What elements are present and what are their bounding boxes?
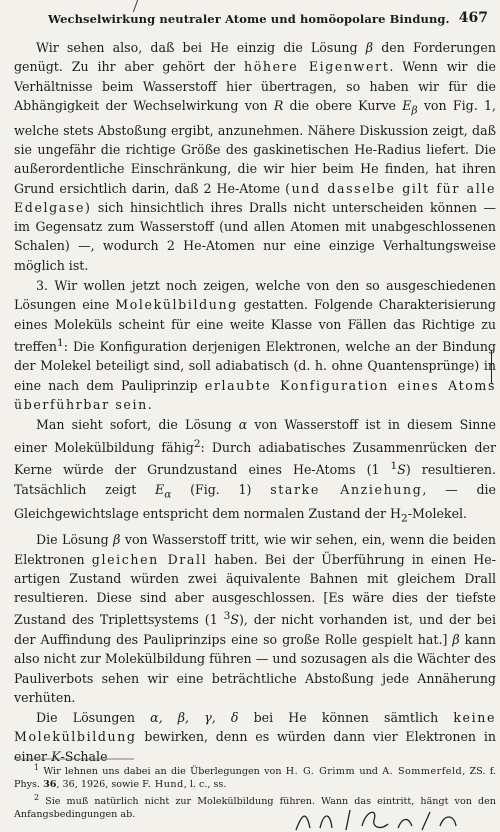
text-run: . [147, 397, 152, 413]
text-run: , 36, 1926, sowie [56, 779, 143, 791]
text-run: von Fig. 1, welche stets Abstoßung ergibt, anzunehmen. Nähere Diskussion zeigt, daß sie ungefähr die richtige Größe des gaskinetischen He-Radius liefert. Die außerordentliche Einschränkung, die wir hier beim He finden, hat ihren Grund ersichtlich darin, daß 2 He-Atome [14, 97, 496, 196]
text-run: 2 [401, 512, 408, 525]
text-run: α, β, γ, δ [150, 710, 239, 726]
margin-pencil-mark [491, 350, 495, 384]
text-run: 1 [57, 336, 64, 349]
text-run: Man sieht sofort, die Lösung [36, 417, 239, 433]
text-run: Wir lehnen uns dabei an die Überlegungen von [39, 766, 286, 778]
text-run: von Wasserstoff ist in diesem Sinne einer Molekülbildung fähig [14, 417, 496, 455]
paragraph-4 [14, 530, 496, 707]
text-run: Wir sehen also, daß bei He einzig die Lösung [36, 40, 366, 55]
text-run: A. Sommerfeld [382, 766, 463, 778]
text-run: E [155, 481, 165, 497]
text-run: den Forderungen genügt. Zu ihr aber gehört der [14, 40, 496, 75]
text-run: gestatten. Folgende Charakterisierung eines Moleküls scheint für eine weite Klasse von Fällen das Richtige zu treffen [14, 297, 496, 355]
text-run: S [230, 612, 239, 628]
text-run: . Wenn wir die Verhältnisse beim Wasserstoff hier übertragen, so haben wir für die Abhängigkeit der Wechselwirkung von [14, 59, 496, 113]
text-run: bei He können sämtlich [238, 710, 454, 726]
handwritten-scribble [290, 806, 490, 832]
text-run: bewirken, denn es würden dann vier Elektronen in einer [14, 729, 496, 764]
text-run: , ZS. f. Phys. [14, 766, 496, 791]
text-run: haben. Bei der Überführung in einen He-artigen Zustand würden zwei äquivalente Bahnen mit gleichem Drall resultieren. Diese sind aber ausgeschlossen. [Es wäre dies der tiefste Zustand des Triplettsystems (1 [14, 551, 496, 628]
text-run: K [51, 748, 61, 764]
text-run: 2 [193, 437, 201, 450]
text-run: die obere Kurve [283, 97, 403, 113]
text-run: 1 [34, 763, 40, 772]
body-text [14, 38, 496, 766]
text-run: β [113, 532, 121, 548]
running-header [0, 10, 500, 30]
text-run: Molekülbildung [115, 297, 238, 313]
text-run: : Die Konfiguration derjenigen Elektronen, welche an der Bindung der Molekel beteiligt sind, soll adiabatisch (d. h. ohne Quantensprünge) in eine nach dem Pauliprinzip [14, 339, 496, 393]
paragraph-1 [14, 38, 496, 275]
text-run: (und dasselbe gilt für alle Edelgase) [14, 180, 497, 215]
footnote-rule [14, 758, 496, 760]
text-run: Die Lösungen [36, 710, 151, 726]
text-run: höhere Eigenwert [244, 59, 390, 75]
text-run: ) resultieren. Tatsächlich zeigt [14, 462, 497, 497]
text-run: 3 [223, 610, 231, 623]
text-run: β [365, 40, 374, 55]
text-run: -Schale [60, 748, 108, 764]
text-run: keine Molekülbildung [14, 710, 497, 745]
paragraph-3 [14, 415, 496, 529]
footnote-1 [14, 761, 496, 791]
page-number: 467 [458, 10, 488, 26]
text-run: starke Anziehung [270, 481, 423, 497]
text-run: F. Hund [142, 779, 184, 791]
text-run: 3. Wir wollen jetzt noch zeigen, welche von den so ausgeschiedenen Lösungen eine [14, 278, 496, 313]
text-run: 1 [390, 460, 398, 473]
text-run: E [402, 97, 412, 113]
text-run: Die Lösung [36, 532, 114, 548]
text-run: Sie muß natürlich nicht zur Molekülbildung führen. Wann das eintritt, hängt von den Anfangsbedingungen ab. [14, 796, 496, 821]
text-run: und [355, 766, 383, 778]
text-run: H. G. Grimm [285, 766, 356, 778]
text-run: gleichen Drall [91, 551, 208, 567]
text-run: R [273, 97, 284, 113]
text-run: 2 [34, 793, 40, 803]
text-run: 36 [43, 779, 57, 791]
text-run: S [397, 462, 406, 478]
text-run: : Durch adiabatisches Zusammenrücken der Kerne würde der Grundzustand eines He-Atoms (1 [14, 439, 496, 478]
text-run: erlaubte Konfiguration eines Atoms überführbar sein [14, 377, 497, 413]
running-title: Wechselwirkung neutraler Atome und homöopolare Bindung. [48, 12, 450, 26]
text-run: β [411, 104, 418, 117]
text-run: (Fig. 1) [171, 481, 271, 497]
text-run: -Molekel. [407, 506, 468, 522]
text-run: α [238, 417, 248, 433]
text-run: , l. c., ss. [183, 779, 227, 791]
text-run: α [164, 488, 172, 501]
text-run: kann also nicht zur Molekülbildung führen — und sozusagen als die Wächter des Pauliverbots sehen wir eine beträchtliche Abstoßung jede Annäherung verhüten. [14, 631, 496, 705]
paragraph-2 [14, 276, 496, 414]
text-run: von Wasserstoff tritt, wie wir sehen, ein, wenn die beiden Elektronen [14, 532, 497, 567]
text-run: , — die Gleichgewichtslage entspricht dem normalen Zustand der H [14, 481, 496, 522]
text-run: β [452, 631, 460, 647]
text-run: ), der nicht vorhanden ist, und der bei der Auffindung des Pauliprinzips eine so große Rolle gespielt hat.] [14, 612, 497, 647]
text-run: sich hinsichtlich ihres Dralls nicht unterscheiden können — im Gegensatz zum Wasserstoff (und allen Atomen mit unabgeschlossenen Schalen) —, wodurch 2 He-Atomen nur eine einzige Verhaltungsweise möglich ist. [14, 199, 496, 273]
